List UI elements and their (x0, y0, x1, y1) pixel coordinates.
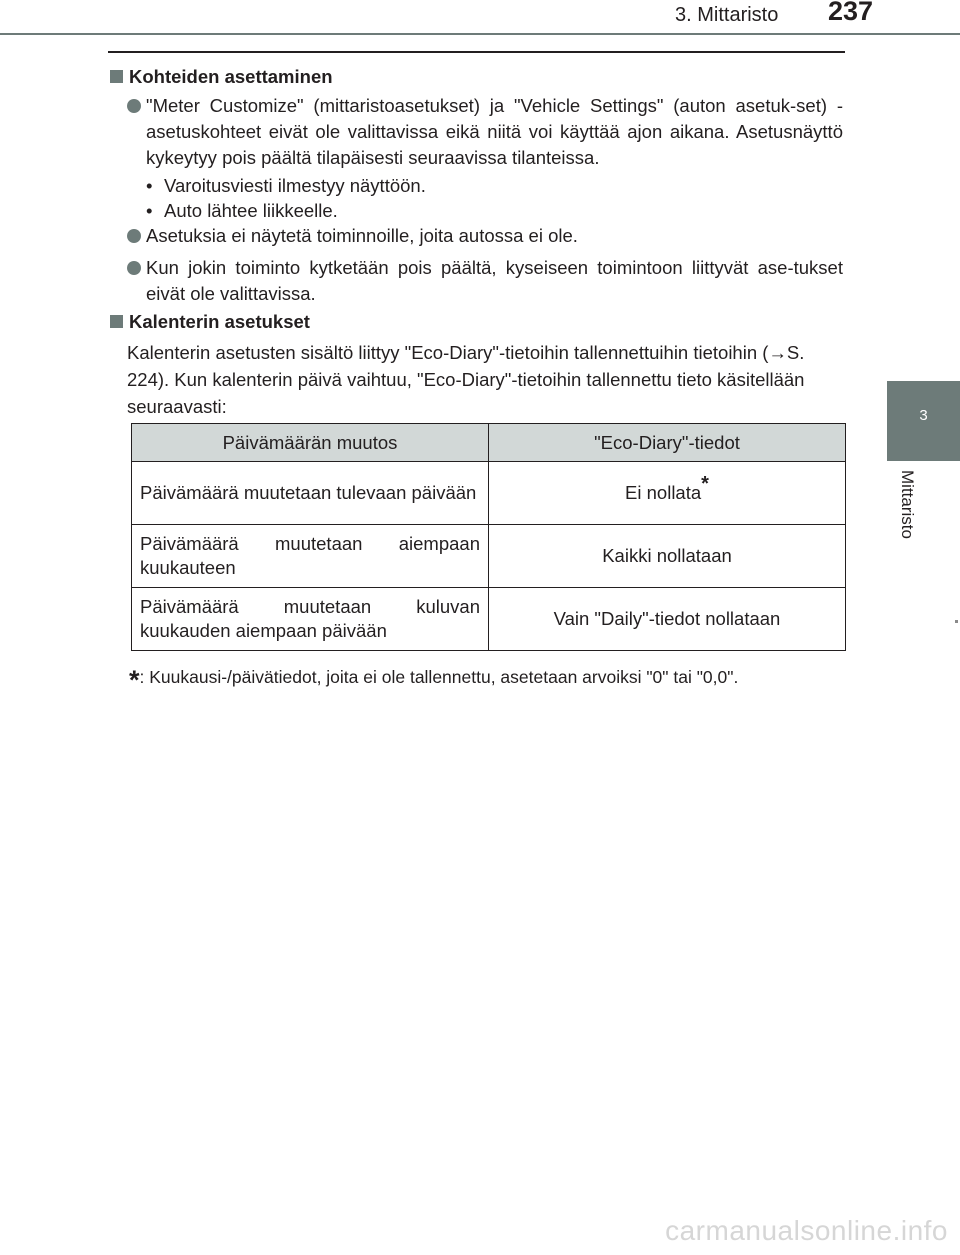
chapter-title: 3. Mittaristo (675, 4, 779, 26)
square-bullet-icon (110, 315, 123, 328)
sub-item (146, 198, 338, 224)
result-text: Ei nollata (625, 482, 702, 503)
table-header-row (132, 424, 846, 462)
footnote-text: : Kuukausi-/päivätiedot, joita ei ole tallennettu, asetetaan arvoiksi "0" tai "0,0". (139, 667, 739, 687)
margin-mark (955, 620, 958, 623)
bullet-item (127, 93, 843, 171)
side-tab-label: Mittaristo (898, 470, 917, 539)
content-top-rule (108, 51, 845, 53)
round-bullet-icon (127, 261, 141, 275)
bullet-item (127, 255, 843, 307)
date-change-cell: Päivämäärä muutetaan kuluvan kuukauden aiempaan päivään (132, 588, 489, 651)
table-header-cell: "Eco-Diary"-tiedot (489, 424, 846, 462)
eco-diary-result-cell (489, 525, 846, 588)
date-change-cell: Päivämäärä muutetaan tulevaan päivään (132, 462, 489, 525)
chapter-side-tab (887, 381, 960, 461)
round-bullet-icon (127, 229, 141, 243)
section-title-kalenteri (110, 311, 310, 333)
result-text: Kaikki nollataan (602, 545, 732, 566)
page-number: 237 (828, 0, 874, 26)
header-rule (0, 33, 960, 35)
bullet-text: Asetuksia ei näytetä toiminnoille, joita autossa ei ole. (146, 225, 578, 246)
calendar-settings-table (131, 423, 846, 651)
dot-marker: • (146, 200, 153, 221)
sub-item-text: Varoitusviesti ilmestyy näyttöön. (164, 175, 426, 196)
section-title-text: Kohteiden asettaminen (129, 66, 333, 87)
section-title-kohteiden (110, 66, 333, 88)
table-row (132, 462, 846, 525)
table-header-cell: Päivämäärän muutos (132, 424, 489, 462)
table-row (132, 525, 846, 588)
bullet-text: "Meter Customize" (mittaristoasetukset) ja "Vehicle Settings" (auton asetuk-set) -asetuskohteet eivät ole valittavissa eikä niitä voi käyttää ajon aikana. Asetusnäyttö kykeytyy pois päältä tilapäisesti seuraavissa tilanteissa. (146, 95, 843, 168)
footnote (129, 659, 739, 695)
dot-marker: • (146, 175, 153, 196)
eco-diary-result-cell (489, 462, 846, 525)
watermark: carmanualsonline.info (665, 1215, 948, 1246)
result-text: Vain "Daily"-tiedot nollataan (553, 608, 781, 629)
square-bullet-icon (110, 70, 123, 83)
eco-diary-result-cell (489, 588, 846, 651)
table-row (132, 588, 846, 651)
section-paragraph: Kalenterin asetusten sisältö liittyy "Eco-Diary"-tietoihin tallennettuihin tietoihin (→S. 224). Kun kalenterin päivä vaihtuu, "Eco-Diary"-tietoihin tallennettu tieto käsitellään seuraavasti: (127, 342, 805, 417)
bullet-item (127, 223, 843, 249)
bullet-text: Kun jokin toiminto kytketään pois päältä, kyseiseen toimintoon liittyvät ase-tukset eivät ole valittavissa. (146, 257, 843, 304)
section-title-text: Kalenterin asetukset (129, 311, 310, 332)
side-tab-number: 3 (919, 407, 928, 424)
sub-item (146, 173, 426, 199)
round-bullet-icon (127, 99, 141, 113)
date-change-cell: Päivämäärä muutetaan aiempaan kuukauteen (132, 525, 489, 588)
footnote-star: * (129, 665, 140, 695)
footnote-mark: * (701, 472, 709, 495)
sub-item-text: Auto lähtee liikkeelle. (164, 200, 338, 221)
